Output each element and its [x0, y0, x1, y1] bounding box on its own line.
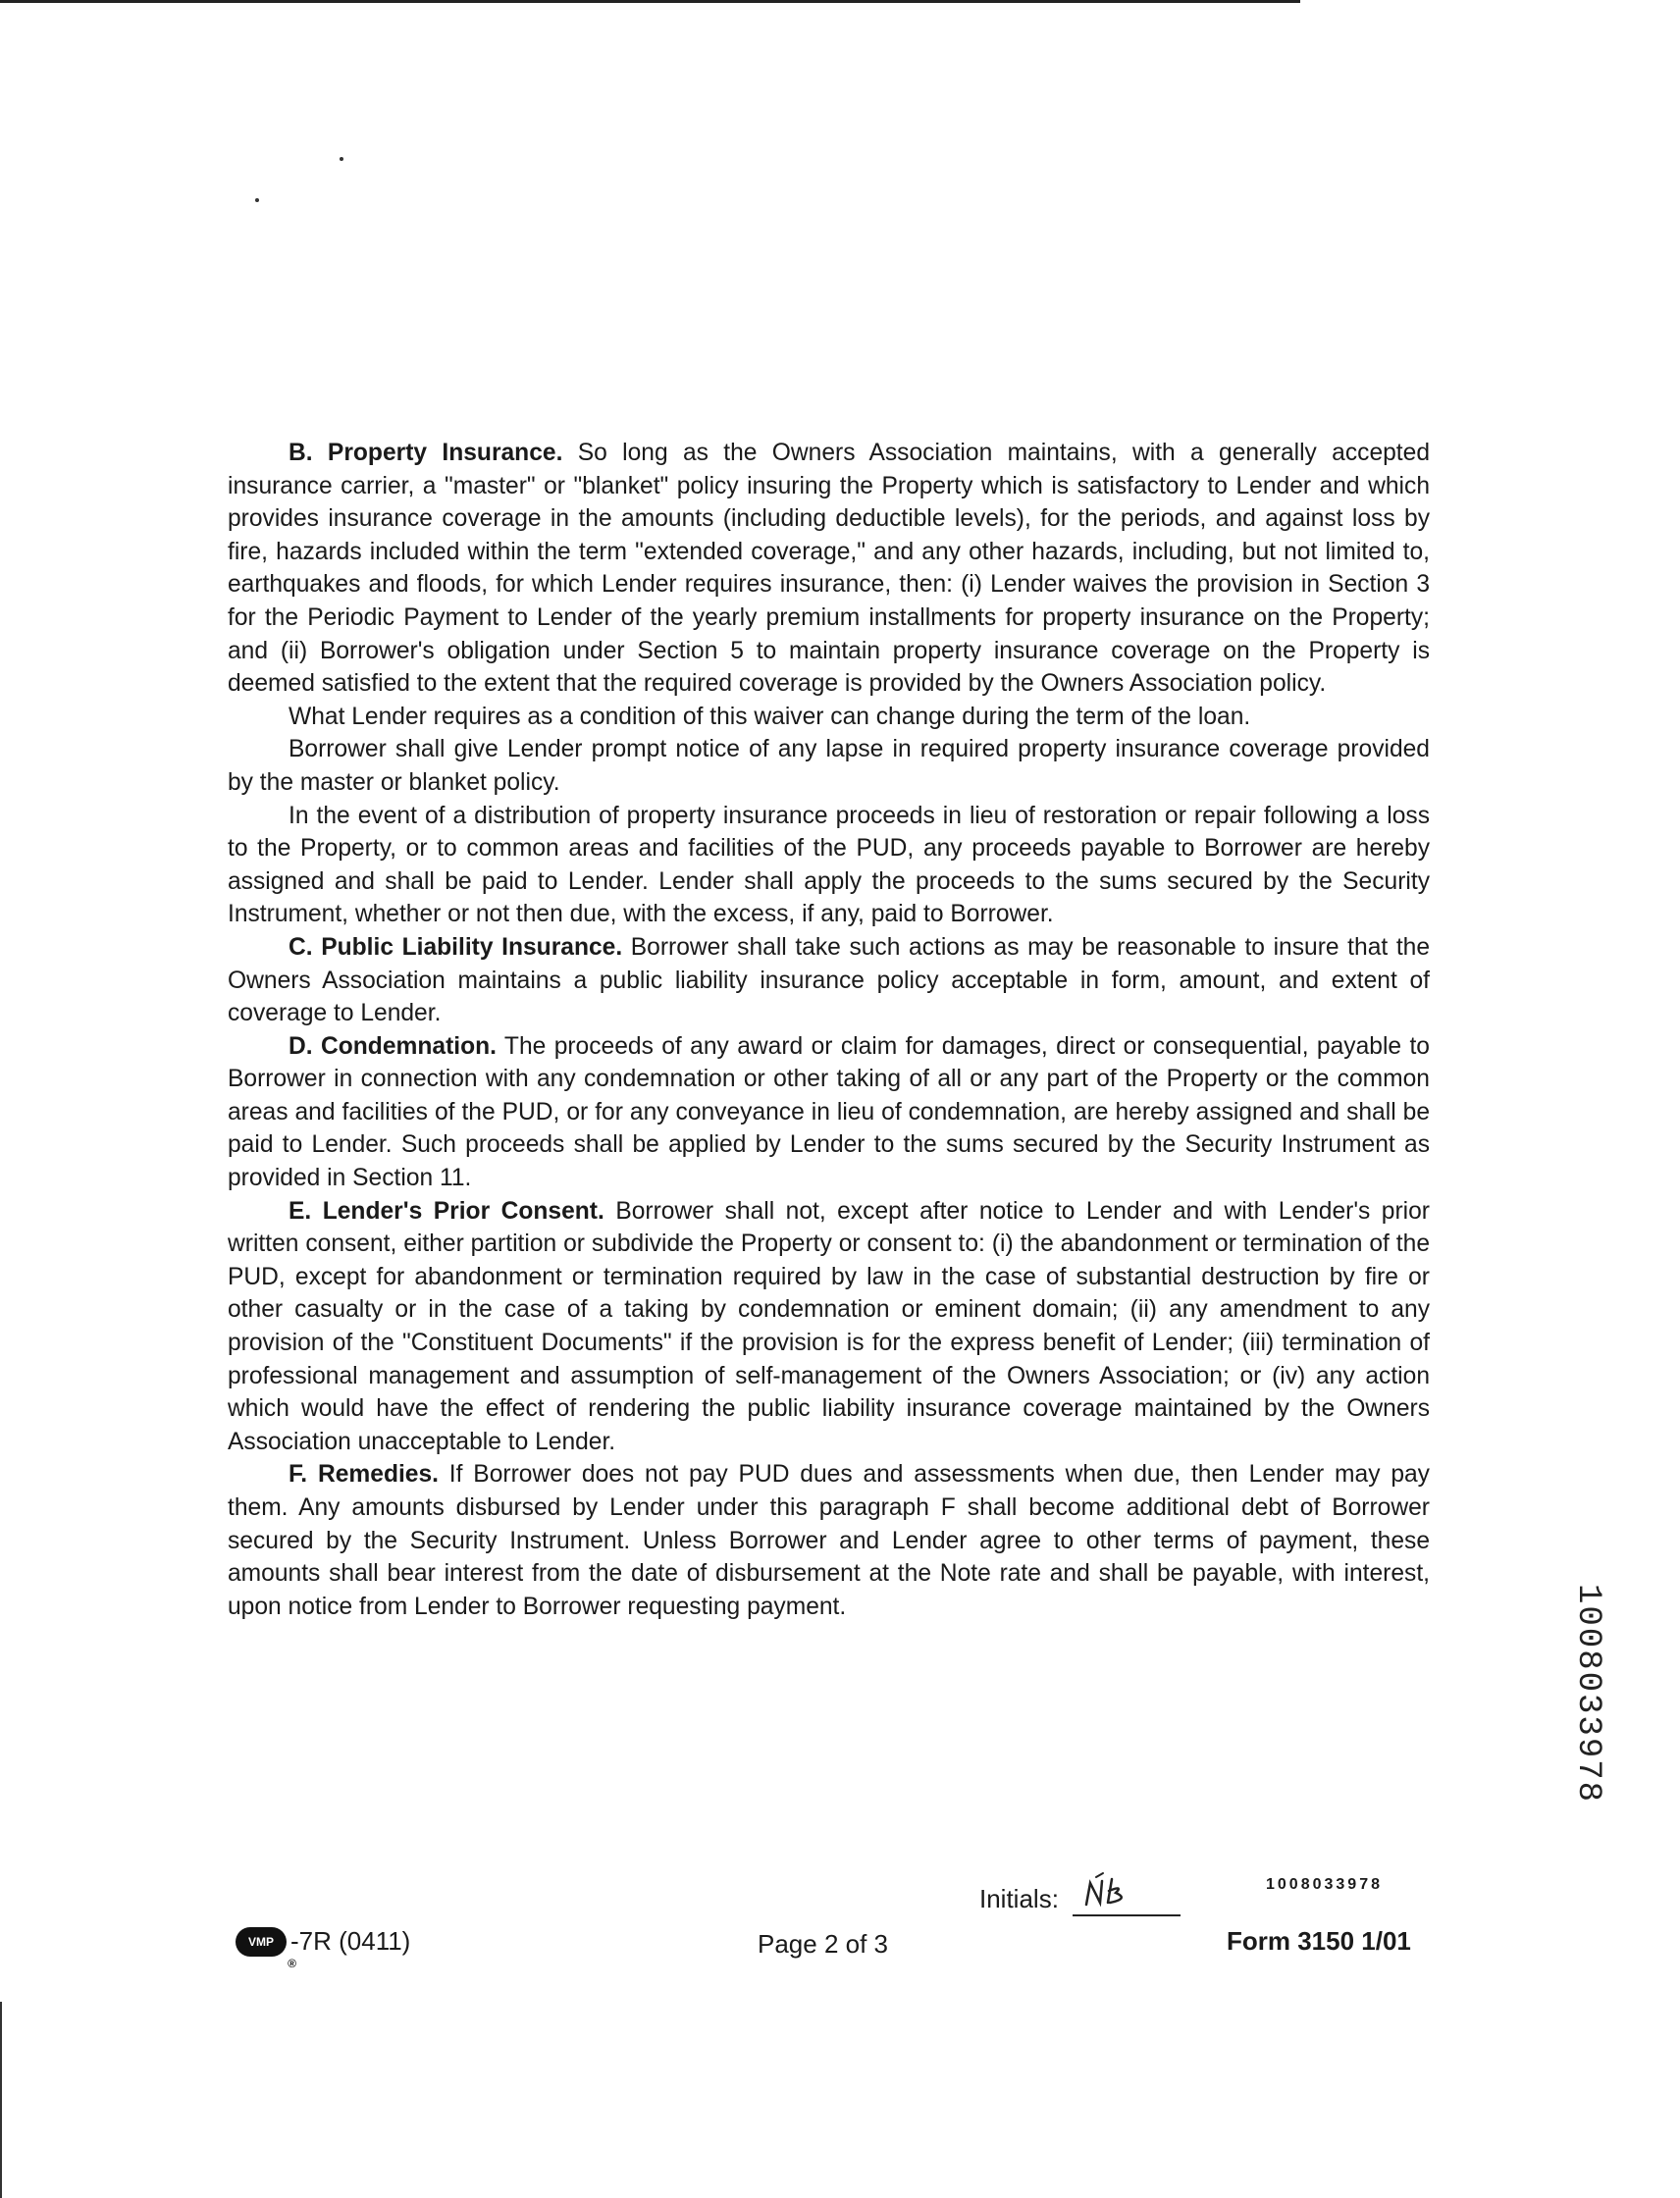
section-text: So long as the Owners Association maintains, with a generally accepted insurance carrier, a "master" or "blanket" policy insuring the Property which is satisfactory to Lender and which provides insurance coverage in the amounts (including deductible levels), for the periods, and against loss by fire, hazards included within the term "extended coverage," and any other hazards, including, but not limited to, earthquakes and floods, for which Lender requires insurance, then: (i) Lender waives the provision in Section 3 for the Periodic Payment to Lender of the yearly premium installments for property insurance on the Property; and (ii) Borrower's obligation under Section 5 to maintain property insurance coverage on the Property is deemed satisfied to the extent that the required coverage is provided by the Owners Association policy.	[228, 440, 1430, 698]
left-scan-rule	[0, 2002, 2, 2198]
registered-mark: ®	[288, 1956, 296, 1970]
vmp-logo-text: VMP	[247, 1934, 274, 1949]
section-heading: C. Public Liability Insurance.	[289, 933, 623, 961]
scan-speck	[340, 157, 343, 161]
section-text: Borrower shall not, except after notice to Lender and with Lender's prior written consent, either partition or subdivide the Property or consent to: (i) the abandonment or termination of the PUD, except for abandonment or termination required by law in the case of substantial destruction by fire or other casualty or in the case of a taking by condemnation or eminent domain; (ii) any amendment to any provision of the "Constituent Documents" if the provision is for the express benefit of Lender; (iii) termination of professional management and assumption of self-management of the Owners Association; or (iv) any action which would have the effect of rendering the public liability insurance coverage maintained by the Owners Association unacceptable to Lender.	[228, 1197, 1431, 1455]
section-b-property-insurance	[228, 437, 1430, 701]
form-footer-left	[236, 1926, 411, 1970]
section-b-waiver-note	[228, 701, 1430, 734]
section-text: Borrower shall give Lender prompt notice of any lapse in required property insurance coverage provided by the master or blanket policy.	[228, 736, 1430, 796]
initials-label: Initials:	[979, 1884, 1059, 1913]
section-text: What Lender requires as a condition of this waiver can change during the term of the loan.	[289, 703, 1251, 730]
section-heading: F. Remedies.	[289, 1461, 439, 1489]
form-code: -7R (0411)	[290, 1926, 411, 1956]
section-c-public-liability	[228, 931, 1430, 1030]
vmp-logo-icon	[236, 1927, 296, 1970]
section-b-lapse-notice	[228, 733, 1430, 799]
section-heading: E. Lender's Prior Consent.	[289, 1197, 604, 1225]
section-heading: D. Condemnation.	[289, 1032, 497, 1060]
initials-signature-line	[1073, 1869, 1181, 1916]
section-text: If Borrower does not pay PUD dues and assessments when due, then Lender may pay them. Any amounts disbursed by Lender under this paragraph F shall become additional debt of Borrower secured by the Security Instrument. Unless Borrower and Lender agree to other terms of payment, these amounts shall bear interest from the date of disbursement at the Note rate and shall be payable, with interest, upon notice from Lender to Borrower requesting payment.	[228, 1461, 1430, 1620]
page-number: Page 2 of 3	[758, 1929, 888, 1959]
scan-speck	[255, 198, 259, 202]
loan-number: 1008033978	[1266, 1876, 1383, 1893]
section-d-condemnation	[228, 1030, 1430, 1195]
section-e-lenders-prior-consent	[228, 1195, 1430, 1459]
side-stamp: 1008033978	[1569, 1584, 1606, 1805]
top-scan-rule	[0, 0, 1300, 3]
section-text: Borrower shall take such actions as may be reasonable to insure that the Owners Association maintains a public liability insurance policy acceptable in form, amount, and extent of coverage to Lender.	[228, 933, 1431, 1027]
section-heading: B. Property Insurance.	[289, 440, 563, 466]
section-text: In the event of a distribution of property insurance proceeds in lieu of restoration or repair following a loss to the Property, or to common areas and facilities of the PUD, any proceeds payable to Borrower are hereby assigned and shall be paid to Lender. Lender shall apply the proceeds to the sums secured by the Security Instrument, whether or not then due, with the excess, if any, paid to Borrower.	[228, 802, 1430, 928]
section-b-proceeds	[228, 800, 1430, 931]
form-id: Form 3150 1/01	[1227, 1926, 1411, 1956]
handwritten-initials	[1073, 1869, 1181, 1914]
section-f-remedies	[228, 1458, 1430, 1623]
rider-body	[228, 437, 1430, 1623]
section-text: The proceeds of any award or claim for damages, direct or consequential, payable to Borrower in connection with any condemnation or other taking of all or any part of the Property or the common areas and facilities of the PUD, or for any conveyance in lieu of condemnation, are hereby assigned and shall be paid to Lender. Such proceeds shall be applied by Lender to the sums secured by the Security Instrument as provided in Section 11.	[228, 1032, 1430, 1192]
